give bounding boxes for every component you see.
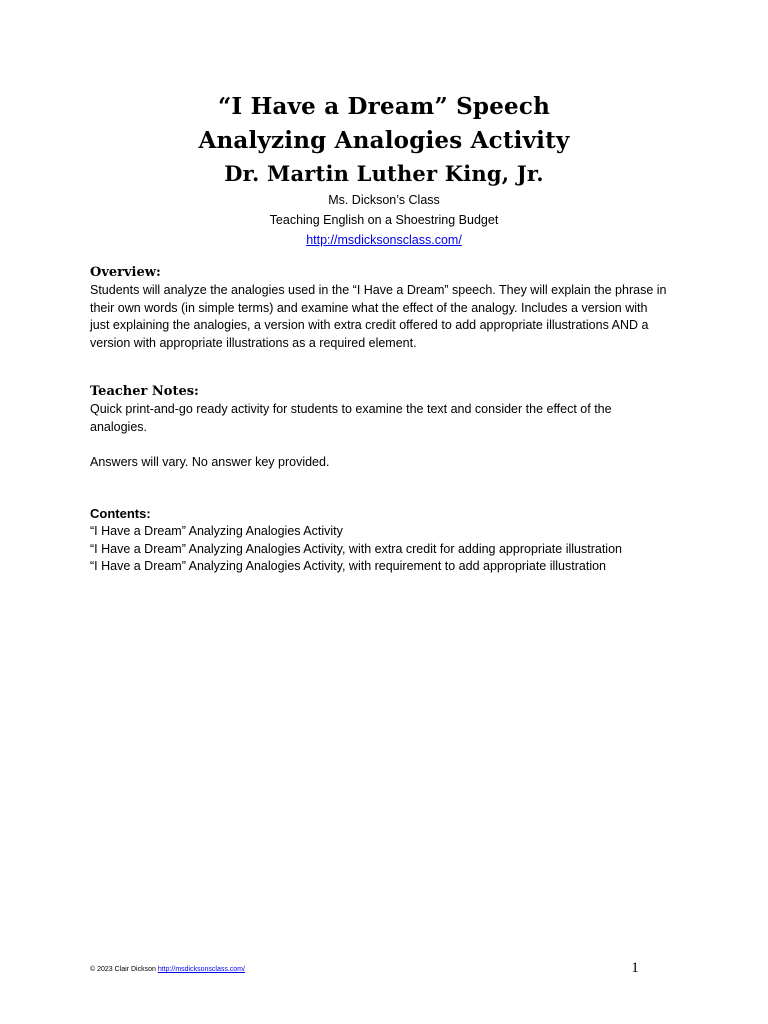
teacher-notes-answers: Answers will vary. No answer key provided. <box>90 454 330 469</box>
copyright-text: © 2023 Clair Dickson <box>90 966 156 973</box>
contents-section <box>90 505 690 576</box>
overview-line-4: version with appropriate illustrations as a required element. <box>90 335 417 350</box>
document-author: Dr. Martin Luther King, Jr. <box>224 161 544 186</box>
overview-line-2: their own words (in simple terms) and examine what the effect of the analogy. Includes a version with <box>90 300 648 315</box>
document-title: “I Have a Dream” Speech <box>217 93 550 120</box>
page-number: 1 <box>631 960 639 976</box>
contents-heading: Contents: <box>90 506 151 521</box>
teacher-notes-line-2: analogies. <box>90 419 147 434</box>
footer-link[interactable]: http://msdicksonsclass.com/ <box>157 966 245 973</box>
overview-section <box>90 264 690 352</box>
contents-item: “I Have a Dream” Analyzing Analogies Activity <box>90 524 343 538</box>
overview-line-3: just explaining the analogies, a version with extra credit offered to add appropriate illustrations AND a <box>90 318 649 332</box>
footer-copyright <box>90 965 245 975</box>
contents-item: “I Have a Dream” Analyzing Analogies Activity, with requirement to add appropriate illustration <box>90 559 606 573</box>
teacher-notes-section <box>90 383 690 471</box>
contents-item: “I Have a Dream” Analyzing Analogies Activity, with extra credit for adding appropriate illustration <box>90 541 622 556</box>
website-link[interactable]: http://msdicksonsclass.com/ <box>306 233 462 247</box>
title-block <box>0 90 768 250</box>
class-name: Ms. Dickson’s Class <box>328 193 440 207</box>
tagline: Teaching English on a Shoestring Budget <box>269 213 499 227</box>
overview-line-1: Students will analyze the analogies used in the “I Have a Dream” speech. They will explain the phrase in <box>90 283 667 297</box>
website-link-wrapper <box>0 230 768 250</box>
spacer <box>90 436 690 454</box>
document-subtitle: Analyzing Analogies Activity <box>198 127 570 154</box>
teacher-notes-heading: Teacher Notes: <box>90 384 199 399</box>
teacher-notes-line-1: Quick print-and-go ready activity for students to examine the text and consider the effect of the <box>90 402 612 416</box>
overview-heading: Overview: <box>90 265 161 280</box>
